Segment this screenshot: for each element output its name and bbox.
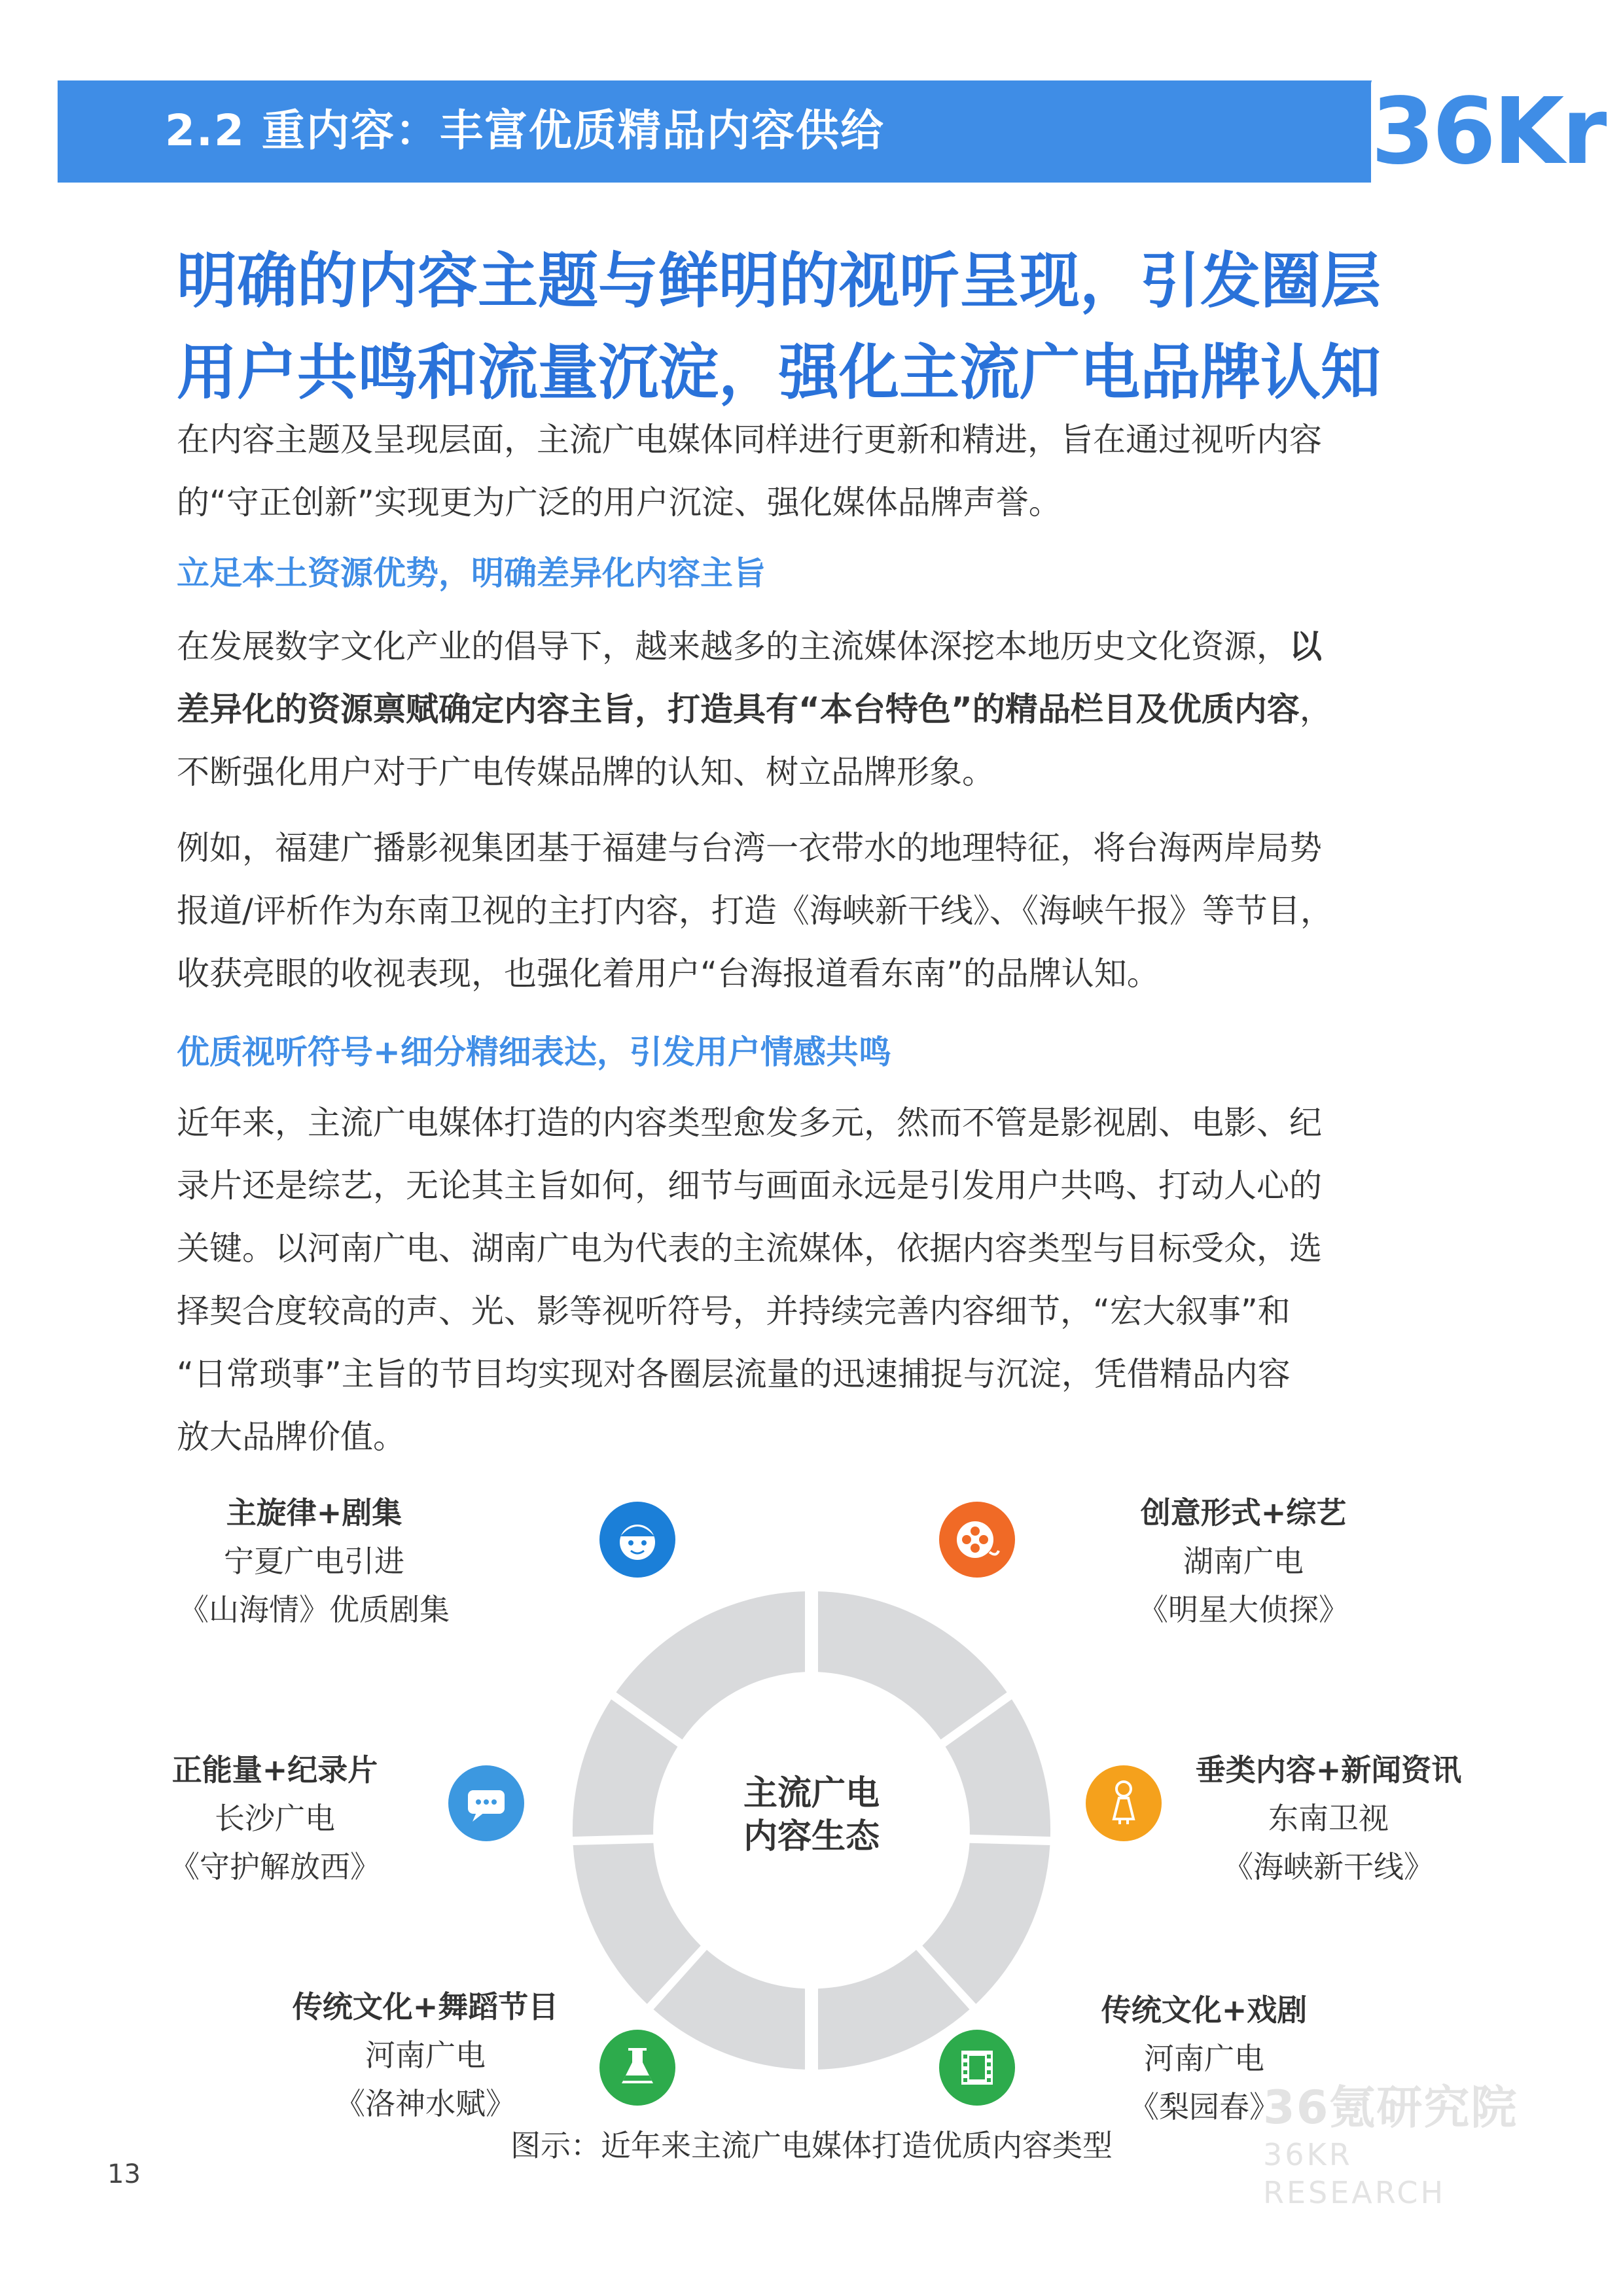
item-title: 正能量+纪录片 [171, 1752, 378, 1788]
center-line-2: 内容生态 [743, 1817, 880, 1856]
flask-icon [599, 2030, 675, 2106]
s1p2-line-2: 报道/评析作为东南卫视的主打内容，打造《海峡新干线》、《海峡午报》等节目， [177, 892, 1333, 930]
diagram-item-4 [1158, 1746, 1499, 1891]
s1p2-line-1: 例如，福建广播影视集团基于福建与台湾一衣带水的地理特征，将台海两岸局势 [177, 829, 1322, 867]
chat-bubble-icon [448, 1765, 524, 1841]
s1p1-line-3: 不断强化用户对于广电传媒品牌的认知、树立品牌形象。 [177, 753, 995, 791]
content-ecosystem-diagram [0, 1466, 1623, 2159]
item-line-2: 《梨园春》 [1129, 2089, 1279, 2125]
item-line-2: 《海峡新干线》 [1223, 1849, 1434, 1884]
s1p1-line-2-text: ， [1299, 690, 1332, 728]
item-line-2: 《洛神水赋》 [335, 2086, 516, 2121]
s2-line-3: 关键。以河南广电、湖南广电为代表的主流媒体，依据内容类型与目标受众，选 [177, 1229, 1322, 1267]
section2-heading: 优质视听符号+细分精细表达，引发用户情感共鸣 [177, 1033, 891, 1071]
s2-line-1: 近年来，主流广电媒体打造的内容类型愈发多元，然而不管是影视剧、电影、纪 [177, 1104, 1322, 1142]
s2-line-4: 择契合度较高的声、光、影等视听符号，并持续完善内容细节，“宏大叙事”和 [177, 1292, 1291, 1330]
s1p1-line-1-text: 在发展数字文化产业的倡导下，越来越多的主流媒体深挖本地历史文化资源， [177, 627, 1289, 665]
item-title: 垂类内容+新闻资讯 [1195, 1752, 1462, 1788]
item-line-1: 东南卫视 [1268, 1801, 1389, 1836]
page-number: 13 [107, 2159, 141, 2189]
section2-paragraph [177, 1091, 1486, 1468]
s2-line-2: 录片还是综艺，无论其主旨如何，细节与画面永远是引发用户共鸣、打动人心的 [177, 1167, 1322, 1205]
logo-text: 36Kr [1371, 79, 1605, 185]
s1p1-line-2-bold: 差异化的资源禀赋确定内容主旨，打造具有“本台特色”的精品栏目及优质内容 [177, 690, 1300, 728]
s1p1-line-2 [177, 678, 1486, 741]
watermark-line-1: 36氪研究院 [1263, 2081, 1518, 2134]
item-line-1: 长沙广电 [215, 1801, 335, 1836]
brand-logo [1371, 77, 1605, 187]
diagram-item-3 [111, 1746, 438, 1891]
item-title: 主旋律+剧集 [226, 1495, 402, 1530]
intro-paragraph [177, 408, 1486, 534]
s1p1-line-1 [177, 615, 1486, 678]
item-line-1: 宁夏广电引进 [224, 1544, 404, 1579]
item-line-2: 《守护解放西》 [169, 1849, 380, 1884]
title-line-2: 用户共鸣和流量沉淀，强化主流广电品牌认知 [177, 338, 1382, 408]
section-title: 2.2 重内容：丰富优质精品内容供给 [165, 105, 885, 156]
item-line-1: 湖南广电 [1183, 1544, 1304, 1579]
title-line-1: 明确的内容主题与鲜明的视听呈现，引发圈层 [177, 246, 1382, 316]
item-line-1: 河南广电 [1144, 2041, 1264, 2076]
diagram-item-1 [151, 1489, 478, 1634]
s1p2-line-3: 收获亮眼的收视表现，也强化着用户“台海报道看东南”的品牌认知。 [177, 955, 1160, 993]
diagram-item-5 [249, 1983, 602, 2128]
s1p1-line-1-bold: 以 [1289, 627, 1322, 665]
film-strip-icon [939, 2030, 1015, 2106]
film-reel-icon [939, 1502, 1015, 1578]
item-line-2: 《山海情》优质剧集 [179, 1592, 450, 1627]
section1-paragraph-2 [177, 817, 1486, 1005]
intro-line-2: 的“守正创新”实现更为广泛的用户沉淀、强化媒体品牌声誉。 [177, 484, 1061, 521]
item-title: 创意形式+综艺 [1140, 1495, 1347, 1530]
ring-segment-1 [818, 1591, 1007, 1739]
s2-line-6: 放大品牌价值。 [177, 1418, 406, 1456]
person-icon [1086, 1765, 1162, 1841]
section1-paragraph-1 [177, 615, 1486, 804]
item-title: 传统文化+舞蹈节目 [292, 1989, 559, 2024]
item-line-1: 河南广电 [365, 2038, 486, 2073]
section1-heading: 立足本土资源优势，明确差异化内容主旨 [177, 554, 766, 592]
face-icon [599, 1502, 675, 1578]
intro-line-1: 在内容主题及呈现层面，主流广电媒体同样进行更新和精进，旨在通过视听内容 [177, 421, 1322, 459]
diagram-item-2 [1080, 1489, 1407, 1634]
center-line-1: 主流广电 [743, 1774, 880, 1813]
figure-caption: 图示：近年来主流广电媒体打造优质内容类型 [510, 2128, 1113, 2163]
ring-segment-8 [616, 1591, 805, 1739]
item-title: 传统文化+戏剧 [1101, 1992, 1308, 2028]
watermark-line-2: 36KR RESEARCH [1263, 2137, 1446, 2210]
page-title [177, 236, 1486, 419]
item-line-2: 《明星大侦探》 [1138, 1592, 1349, 1627]
diagram-center-label [713, 1772, 910, 1858]
s2-line-5: “日常琐事”主旨的节目均实现对各圈层流量的迅速捕捉与沉淀，凭借精品内容 [177, 1355, 1291, 1393]
